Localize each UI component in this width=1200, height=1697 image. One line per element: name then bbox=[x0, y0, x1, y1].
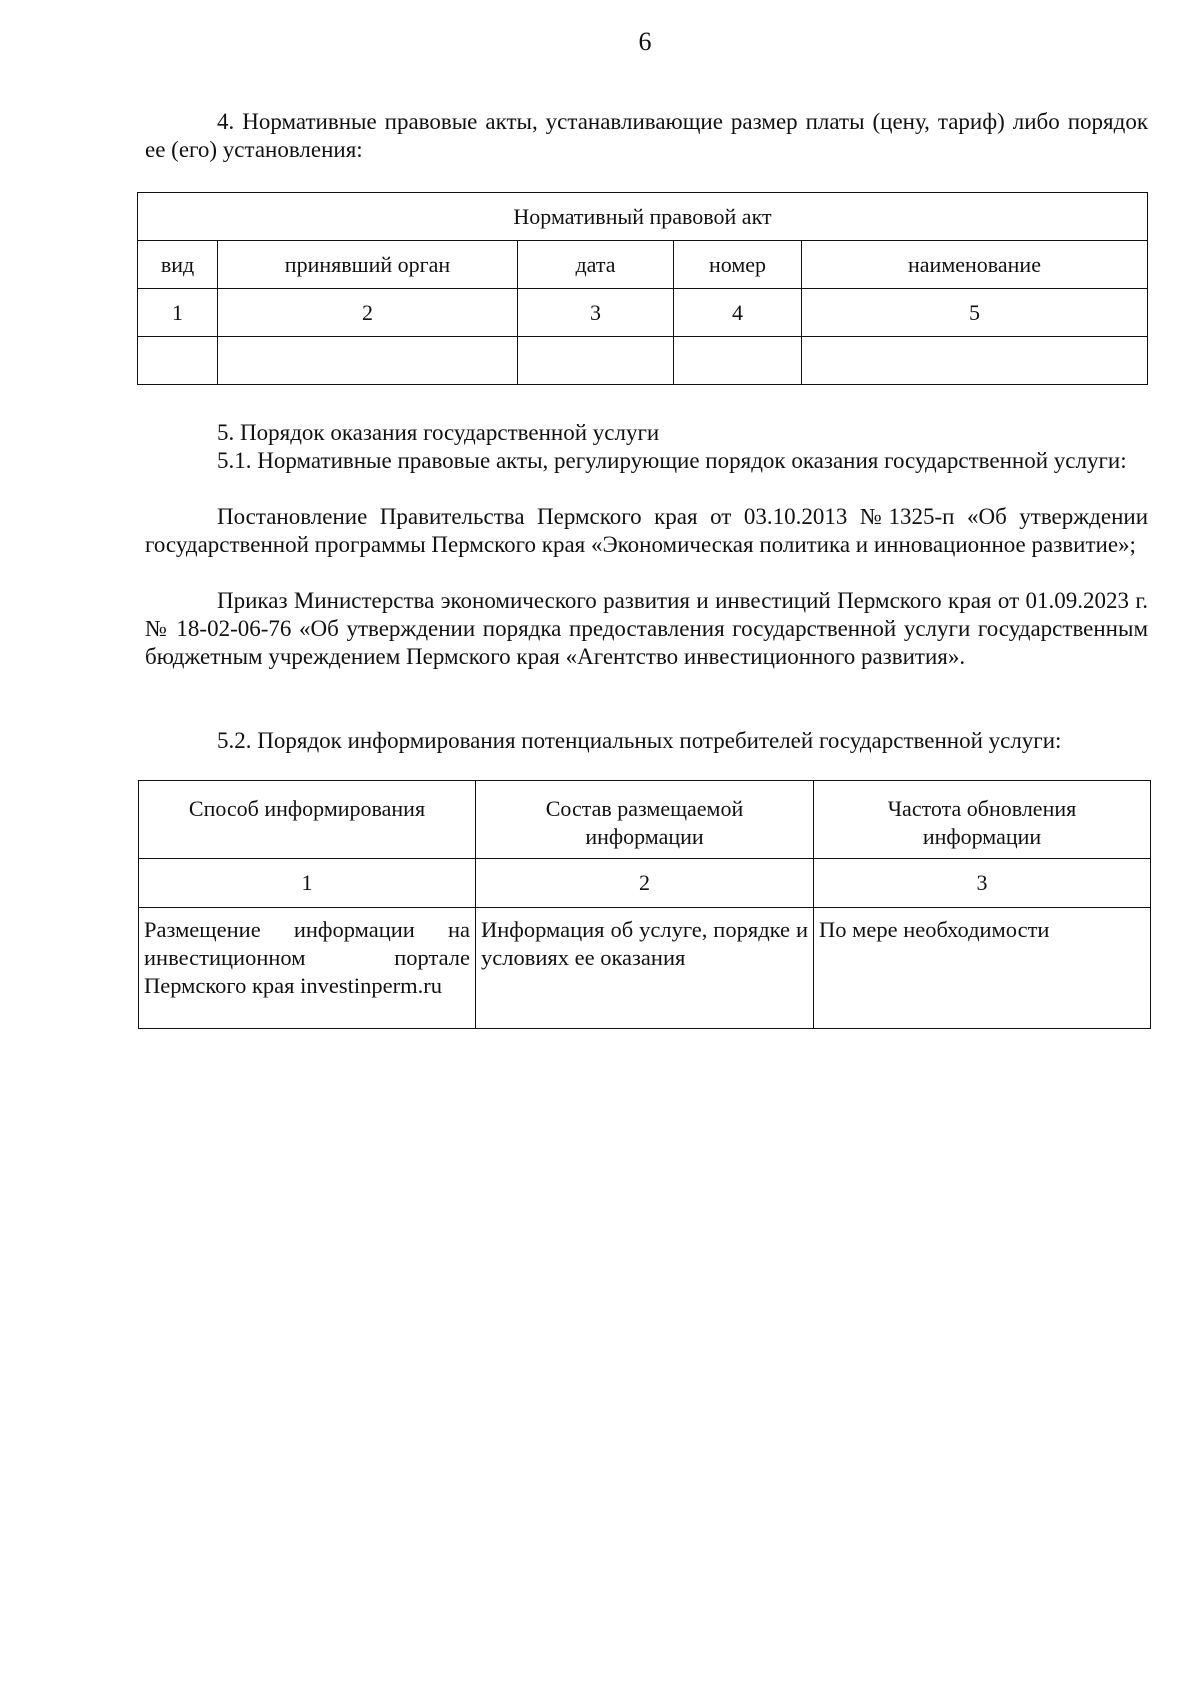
info-number-row bbox=[139, 859, 1151, 908]
acts-header-number: номер bbox=[674, 241, 802, 289]
acts-table-title: Нормативный правовой акт bbox=[138, 193, 1148, 241]
act-1-text: Постановление Правительства Пермского края от 03.10.2013 №1325-п «Об утверждении государственной программы Пермского края «Экономическая политика и инновационное развитие»; bbox=[145, 504, 1148, 557]
acts-header-type: вид bbox=[138, 241, 218, 289]
acts-header-date: дата bbox=[518, 241, 674, 289]
info-header-frequency bbox=[814, 781, 1151, 859]
acts-num-2: 2 bbox=[218, 289, 518, 337]
section-5-heading: 5. Порядок оказания государственной услуги bbox=[217, 420, 660, 445]
section-5-2-text: 5.2. Порядок информирования потенциальных потребителей государственной услуги: bbox=[217, 728, 1062, 753]
info-num-3: 3 bbox=[814, 859, 1151, 908]
acts-empty-row bbox=[138, 337, 1148, 385]
info-header-method bbox=[139, 781, 476, 859]
info-method-cell: Размещение информации на инвестиционном портале Пермского края investinperm.ru bbox=[139, 908, 476, 1029]
acts-header-name: наименование bbox=[802, 241, 1148, 289]
acts-num-4: 4 bbox=[674, 289, 802, 337]
acts-empty-cell bbox=[518, 337, 674, 385]
informing-table bbox=[138, 780, 1151, 1029]
acts-empty-cell bbox=[218, 337, 518, 385]
acts-empty-cell bbox=[674, 337, 802, 385]
section-5-1-text: 5.1. Нормативные правовые акты, регулирующие порядок оказания государственной услуги: bbox=[217, 448, 1127, 473]
acts-num-3: 3 bbox=[518, 289, 674, 337]
info-header-content bbox=[476, 781, 814, 859]
act-2-text: Приказ Министерства экономического развития и инвестиций Пермского края от 01.09.2023 г. № 18-02-06-76 «Об утверждении порядка предоставления государственной услуги государственным бюджетным учреждением Пермского края «Агентство инвестиционного развития». bbox=[145, 588, 1148, 669]
info-header-content-label: Состав размещаемой информации bbox=[545, 796, 744, 849]
info-header-frequency-label: Частота обновления информации bbox=[887, 796, 1077, 849]
page-number: 6 bbox=[638, 27, 652, 56]
info-content-cell: Информация об услуге, порядке и условиях ее оказания bbox=[476, 908, 814, 1029]
info-header-method-label: Способ информирования bbox=[188, 796, 426, 821]
acts-num-1: 1 bbox=[138, 289, 218, 337]
info-frequency-cell: По мере необходимости bbox=[814, 908, 1151, 1029]
acts-empty-cell bbox=[138, 337, 218, 385]
regulatory-acts-table bbox=[137, 192, 1148, 385]
section-4-text: 4. Нормативные правовые акты, устанавливающие размер платы (цену, тариф) либо порядок ее (его) установления: bbox=[145, 109, 1148, 162]
info-data-row bbox=[139, 908, 1151, 1029]
info-num-2: 2 bbox=[476, 859, 814, 908]
acts-num-5: 5 bbox=[802, 289, 1148, 337]
acts-number-row bbox=[138, 289, 1148, 337]
acts-header-body: принявший орган bbox=[218, 241, 518, 289]
acts-empty-cell bbox=[802, 337, 1148, 385]
info-num-1: 1 bbox=[139, 859, 476, 908]
